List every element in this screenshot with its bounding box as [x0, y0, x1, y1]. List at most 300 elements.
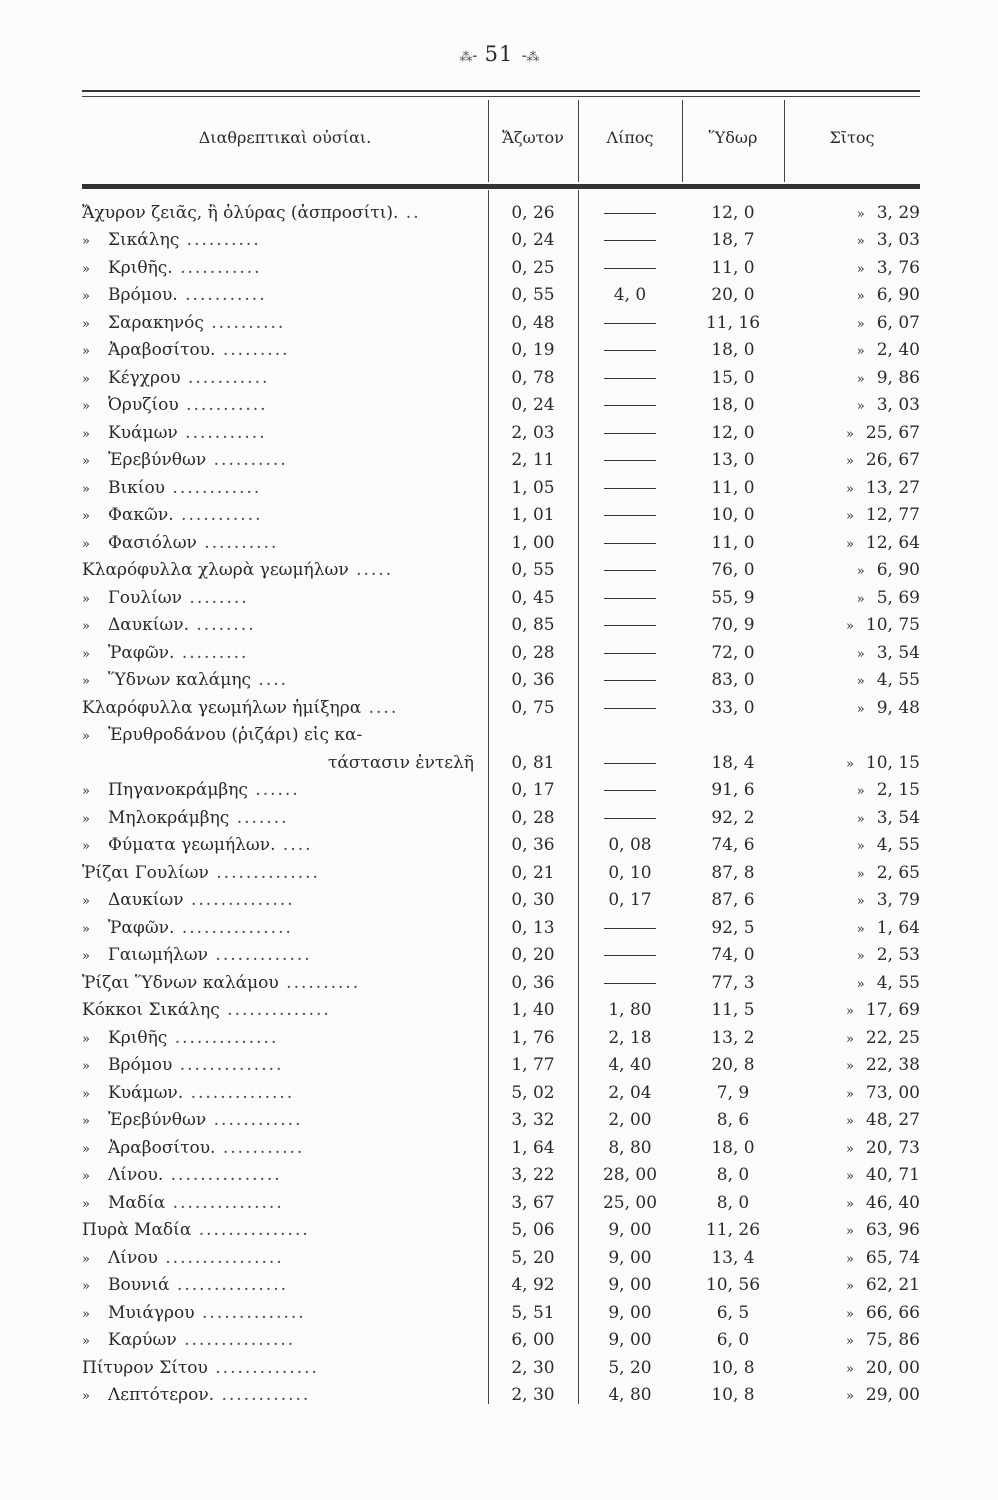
cell-hydor: [682, 584, 784, 612]
value-azoton: 1, 05: [511, 477, 555, 498]
value-hydor: 91, 6: [711, 780, 755, 801]
cell-azoton: [488, 254, 578, 282]
cell-hydor: [682, 1079, 784, 1107]
cell-hydor: [682, 639, 784, 667]
value-hydor: 20, 8: [711, 1055, 755, 1076]
table-row: [82, 914, 930, 942]
cell-sitos: [784, 1162, 930, 1190]
cell-hydor: [682, 474, 784, 502]
value-sitos: 12, 64: [865, 532, 920, 553]
value-azoton: 5, 02: [511, 1082, 555, 1103]
ditto-mark: »: [845, 1059, 854, 1075]
value-lipos: 28, 00: [602, 1165, 658, 1186]
cell-azoton: [488, 474, 578, 502]
row-name: Βουνιά: [108, 1275, 170, 1296]
value-sitos: 17, 69: [865, 1000, 920, 1021]
ditto-mark: »: [82, 1031, 90, 1047]
cell-hydor: [682, 667, 784, 695]
cell-lipos: [578, 612, 682, 640]
cell-azoton: [488, 777, 578, 805]
cell-lipos: [578, 997, 682, 1025]
row-name: Δαυκίων.: [108, 615, 189, 636]
cell-lipos: [578, 392, 682, 420]
empty-dash: [604, 708, 656, 709]
cell-lipos: [578, 832, 682, 860]
cell-azoton: [488, 447, 578, 475]
value-lipos: 0, 10: [608, 862, 652, 883]
ditto-mark: »: [845, 1169, 854, 1185]
leader-dots: ..............: [194, 1302, 306, 1323]
cell-hydor: [682, 1189, 784, 1217]
cell-hydor: [682, 859, 784, 887]
value-lipos: 25, 00: [602, 1192, 658, 1213]
cell-sitos: [784, 887, 930, 915]
table-body: [82, 199, 930, 1409]
ditto-mark: »: [845, 454, 854, 470]
table-row: [82, 804, 930, 832]
value-sitos: 66, 66: [865, 1302, 920, 1323]
table-row: [82, 612, 930, 640]
value-sitos: 2, 53: [876, 945, 920, 966]
row-name-cell: [82, 529, 488, 557]
cell-azoton: [488, 1162, 578, 1190]
table-row: [82, 474, 930, 502]
ditto-mark: »: [845, 1279, 854, 1295]
row-name-cell: [82, 199, 488, 227]
value-sitos: 13, 27: [865, 477, 920, 498]
cell-lipos: [578, 804, 682, 832]
ditto-mark: »: [82, 1389, 90, 1405]
cell-azoton: [488, 199, 578, 227]
value-hydor: 18, 4: [711, 752, 755, 773]
row-name: Ὕδνων καλάμης: [108, 670, 252, 691]
header-sitos: Σῖτος: [829, 128, 875, 147]
cell-hydor: [682, 1327, 784, 1355]
row-name: Κυάμων.: [108, 1082, 184, 1103]
cell-azoton: [488, 749, 578, 777]
ditto-mark: »: [856, 839, 865, 855]
ditto-mark: »: [845, 1004, 854, 1020]
value-sitos: 3, 54: [876, 807, 920, 828]
value-sitos: 3, 54: [876, 642, 920, 663]
cell-sitos: [784, 309, 930, 337]
value-hydor: 15, 0: [711, 367, 755, 388]
cell-hydor: [682, 1244, 784, 1272]
cell-lipos: [578, 447, 682, 475]
value-sitos: 2, 40: [876, 340, 920, 361]
row-name: Καρύων: [108, 1330, 177, 1351]
cell-azoton: [488, 1327, 578, 1355]
row-name-cell: [82, 254, 488, 282]
table-row: [82, 722, 930, 750]
leader-dots: .........: [174, 642, 249, 663]
ditto-mark: »: [845, 1389, 854, 1405]
ditto-mark: »: [82, 894, 90, 910]
cell-sitos: [784, 969, 930, 997]
header-divider: [784, 100, 785, 182]
cell-hydor: [682, 1052, 784, 1080]
table-row: [82, 309, 930, 337]
leader-dots: ..........: [278, 972, 361, 993]
row-name: Βικίου: [108, 477, 166, 498]
cell-hydor: [682, 997, 784, 1025]
cell-lipos: [578, 1382, 682, 1410]
cell-lipos: [578, 1052, 682, 1080]
cell-azoton: [488, 1217, 578, 1245]
table-row: [82, 557, 930, 585]
value-lipos: 4, 0: [613, 285, 647, 306]
value-lipos: 9, 00: [608, 1302, 652, 1323]
cell-azoton: [488, 227, 578, 255]
ditto-mark: »: [82, 454, 90, 470]
value-sitos: 9, 48: [876, 697, 920, 718]
row-name-cell: [82, 804, 488, 832]
cell-lipos: [578, 777, 682, 805]
ditto-mark: »: [845, 1361, 854, 1377]
cell-sitos: [784, 942, 930, 970]
leader-dots: ..........: [179, 230, 261, 251]
ditto-mark: »: [845, 1306, 854, 1322]
table-row: [82, 1217, 930, 1245]
ditto-mark: »: [845, 1031, 854, 1047]
cell-azoton: [488, 1354, 578, 1382]
row-name: Κριθῆς.: [108, 257, 173, 278]
value-azoton: 0, 26: [511, 202, 555, 223]
row-name: Κλαρόφυλλα γεωμήλων ἡμίξηρα: [82, 697, 362, 718]
leader-dots: ...............: [163, 1165, 282, 1186]
cell-lipos: [578, 227, 682, 255]
ditto-mark: »: [856, 206, 865, 222]
value-hydor: 18, 0: [711, 395, 755, 416]
value-sitos: 3, 03: [876, 395, 920, 416]
value-azoton: 0, 81: [511, 752, 555, 773]
ditto-mark: »: [82, 646, 90, 662]
row-name-cell: [82, 914, 488, 942]
table-row: [82, 502, 930, 530]
cell-azoton: [488, 1134, 578, 1162]
value-hydor: 12, 0: [711, 422, 755, 443]
cell-hydor: [682, 1024, 784, 1052]
leader-dots: .......: [229, 807, 289, 828]
table-row: [82, 1134, 930, 1162]
ditto-mark: »: [856, 564, 865, 580]
header-name: Διαθρεπτικαὶ οὐσίαι.: [198, 128, 372, 147]
ditto-mark: »: [82, 1059, 90, 1075]
cell-hydor: [682, 419, 784, 447]
header-lipos: Λίπος: [606, 128, 654, 147]
ditto-mark: »: [856, 784, 865, 800]
cell-lipos: [578, 887, 682, 915]
ditto-mark: »: [82, 234, 90, 250]
cell-sitos: [784, 282, 930, 310]
row-name: Φασιόλων: [108, 532, 197, 553]
cell-sitos: [784, 199, 930, 227]
cell-lipos: [578, 309, 682, 337]
value-sitos: 46, 40: [865, 1192, 920, 1213]
row-name-cell: [82, 1382, 488, 1410]
table-row: [82, 1354, 930, 1382]
row-name: Ῥίζαι Γουλίων: [82, 862, 209, 883]
cell-lipos: [578, 282, 682, 310]
cell-azoton: [488, 694, 578, 722]
value-sitos: 48, 27: [865, 1110, 920, 1131]
cell-sitos: [784, 1024, 930, 1052]
ditto-mark: »: [82, 674, 90, 690]
value-azoton: 1, 00: [511, 532, 555, 553]
empty-dash: [604, 240, 656, 241]
ditto-mark: »: [856, 344, 865, 360]
cell-sitos: [784, 997, 930, 1025]
empty-dash: [604, 323, 656, 324]
cell-sitos: [784, 694, 930, 722]
row-name: Πίτυρον Σίτου: [82, 1357, 208, 1378]
value-azoton: 1, 77: [511, 1055, 555, 1076]
header-azoton: Ἄζωτον: [502, 128, 564, 147]
value-sitos: 12, 77: [865, 505, 920, 526]
value-azoton: 2, 30: [511, 1357, 555, 1378]
value-hydor: 8, 6: [716, 1110, 750, 1131]
leader-dots: ..............: [219, 1000, 331, 1021]
ditto-mark: »: [82, 1114, 90, 1130]
value-azoton: 0, 24: [511, 230, 555, 251]
value-hydor: 87, 6: [711, 890, 755, 911]
value-lipos: 9, 00: [608, 1330, 652, 1351]
row-name-cell: [82, 502, 488, 530]
cell-azoton: [488, 1272, 578, 1300]
cell-hydor: [682, 1107, 784, 1135]
table-row: [82, 1052, 930, 1080]
row-name-cell: [82, 1327, 488, 1355]
leader-dots: ..............: [208, 862, 320, 883]
cell-azoton: [488, 1052, 578, 1080]
row-name-cell: [82, 832, 488, 860]
nutrition-table: [82, 199, 930, 1409]
row-name: Φύματα γεωμήλων.: [108, 835, 276, 856]
cell-sitos: [784, 1299, 930, 1327]
cell-sitos: [784, 502, 930, 530]
ditto-mark: »: [82, 811, 90, 827]
cell-sitos: [784, 364, 930, 392]
table-row: [82, 1244, 930, 1272]
table-row: [82, 942, 930, 970]
cell-lipos: [578, 749, 682, 777]
value-lipos: 4, 40: [608, 1055, 652, 1076]
value-sitos: 73, 00: [865, 1082, 920, 1103]
leader-dots: ..............: [183, 890, 295, 911]
value-sitos: 62, 21: [865, 1275, 920, 1296]
cell-lipos: [578, 1244, 682, 1272]
table-row: [82, 1299, 930, 1327]
empty-dash: [604, 213, 656, 214]
ditto-mark: »: [82, 1251, 90, 1267]
row-name: Ἀραβοσίτου.: [108, 340, 216, 361]
ditto-mark: »: [82, 316, 90, 332]
cell-hydor: [682, 1272, 784, 1300]
ditto-mark: »: [845, 536, 854, 552]
value-azoton: 3, 67: [511, 1192, 555, 1213]
leader-dots: ..: [398, 202, 421, 223]
table-row: [82, 859, 930, 887]
row-name: Ἐρεβύνθων: [108, 450, 207, 471]
cell-hydor: [682, 254, 784, 282]
table-row: [82, 1162, 930, 1190]
ditto-mark: »: [82, 1141, 90, 1157]
value-sitos: 3, 79: [876, 890, 920, 911]
value-hydor: 11, 5: [711, 1000, 755, 1021]
row-name: Σικάλης: [108, 230, 180, 251]
leader-dots: ...........: [172, 257, 262, 278]
value-lipos: 2, 04: [608, 1082, 652, 1103]
cell-sitos: [784, 392, 930, 420]
value-sitos: 6, 90: [876, 285, 920, 306]
ditto-mark: »: [856, 976, 865, 992]
cell-hydor: [682, 529, 784, 557]
value-azoton: 2, 30: [511, 1385, 555, 1406]
value-lipos: 9, 00: [608, 1220, 652, 1241]
cell-azoton: [488, 529, 578, 557]
cell-hydor: [682, 914, 784, 942]
value-sitos: 4, 55: [876, 972, 920, 993]
value-hydor: 18, 7: [711, 230, 755, 251]
row-name-cell: [82, 1162, 488, 1190]
cell-hydor: [682, 364, 784, 392]
ditto-mark: »: [82, 371, 90, 387]
row-name-cell: [82, 447, 488, 475]
cell-sitos: [784, 1327, 930, 1355]
cell-azoton: [488, 942, 578, 970]
value-hydor: 77, 3: [711, 972, 755, 993]
cell-azoton: [488, 997, 578, 1025]
cell-sitos: [784, 254, 930, 282]
row-name: Ἐρεβύνθων: [108, 1110, 207, 1131]
cell-sitos: [784, 1134, 930, 1162]
table-row: [82, 199, 930, 227]
leader-dots: ...............: [191, 1220, 310, 1241]
cell-sitos: [784, 1244, 930, 1272]
cell-hydor: [682, 1162, 784, 1190]
value-hydor: 83, 0: [711, 670, 755, 691]
value-azoton: 1, 01: [511, 505, 555, 526]
cell-lipos: [578, 584, 682, 612]
ditto-mark: »: [845, 481, 854, 497]
header-divider: [488, 100, 489, 182]
value-azoton: 0, 21: [511, 862, 555, 883]
value-sitos: 5, 69: [876, 587, 920, 608]
row-name-cell: [82, 749, 488, 777]
ditto-mark: »: [856, 371, 865, 387]
cell-lipos: [578, 722, 682, 750]
row-name: Πηγανοκράμβης: [108, 780, 248, 801]
table-row: [82, 1189, 930, 1217]
empty-dash: [604, 488, 656, 489]
row-name-cell: [82, 364, 488, 392]
cell-hydor: [682, 749, 784, 777]
row-name-cell: [82, 1052, 488, 1080]
empty-dash: [604, 625, 656, 626]
row-name: Κέγχρου: [108, 367, 181, 388]
empty-dash: [604, 680, 656, 681]
cell-azoton: [488, 282, 578, 310]
value-hydor: 74, 0: [711, 945, 755, 966]
cell-hydor: [682, 392, 784, 420]
empty-dash: [604, 460, 656, 461]
row-name: Μηλοκράμβης: [108, 807, 230, 828]
cell-azoton: [488, 309, 578, 337]
cell-sitos: [784, 529, 930, 557]
value-sitos: 4, 55: [876, 835, 920, 856]
cell-sitos: [784, 667, 930, 695]
table-row: [82, 639, 930, 667]
value-azoton: 0, 75: [511, 697, 555, 718]
row-name: Δαυκίων: [108, 890, 184, 911]
ditto-mark: »: [82, 261, 90, 277]
leader-dots: ...........: [177, 285, 267, 306]
value-lipos: 2, 18: [608, 1027, 652, 1048]
row-name-cell: [82, 997, 488, 1025]
ditto-mark: »: [82, 619, 90, 635]
value-sitos: 9, 86: [876, 367, 920, 388]
value-azoton: 1, 76: [511, 1027, 555, 1048]
ditto-mark: »: [82, 426, 90, 442]
cell-lipos: [578, 502, 682, 530]
table-row: [82, 447, 930, 475]
value-sitos: 26, 67: [865, 450, 920, 471]
cell-hydor: [682, 1217, 784, 1245]
cell-hydor: [682, 942, 784, 970]
empty-dash: [604, 405, 656, 406]
empty-dash: [604, 570, 656, 571]
empty-dash: [604, 818, 656, 819]
cell-azoton: [488, 364, 578, 392]
value-sitos: 3, 03: [876, 230, 920, 251]
value-azoton: 0, 28: [511, 642, 555, 663]
row-name: Ὀρυζίου: [108, 395, 179, 416]
value-hydor: 10, 8: [711, 1385, 755, 1406]
row-name: Κριθῆς: [108, 1027, 168, 1048]
empty-dash: [604, 653, 656, 654]
cell-lipos: [578, 639, 682, 667]
cell-lipos: [578, 914, 682, 942]
value-azoton: 2, 03: [511, 422, 555, 443]
ditto-mark: »: [82, 1279, 90, 1295]
cell-sitos: [784, 1272, 930, 1300]
value-sitos: 10, 15: [865, 752, 920, 773]
cell-sitos: [784, 1107, 930, 1135]
ditto-mark: »: [82, 784, 90, 800]
leader-dots: ............: [214, 1385, 311, 1406]
value-hydor: 6, 5: [716, 1302, 750, 1323]
value-sitos: 22, 38: [865, 1055, 920, 1076]
cell-lipos: [578, 1327, 682, 1355]
value-hydor: 74, 6: [711, 835, 755, 856]
value-hydor: 13, 2: [711, 1027, 755, 1048]
cell-sitos: [784, 1052, 930, 1080]
value-sitos: 10, 75: [865, 615, 920, 636]
row-name: Ῥίζαι Ὕδνων καλάμου: [82, 972, 279, 993]
value-azoton: 1, 40: [511, 1000, 555, 1021]
value-sitos: 6, 07: [876, 312, 920, 333]
row-name: Μαδία: [108, 1192, 166, 1213]
value-hydor: 10, 0: [711, 505, 755, 526]
value-azoton: 3, 32: [511, 1110, 555, 1131]
value-hydor: 11, 0: [711, 257, 755, 278]
row-name-cell: [82, 474, 488, 502]
table-row: [82, 227, 930, 255]
value-azoton: 0, 78: [511, 367, 555, 388]
row-name: Βρόμου: [108, 1055, 173, 1076]
table-row: [82, 887, 930, 915]
header-rule: [82, 184, 920, 189]
